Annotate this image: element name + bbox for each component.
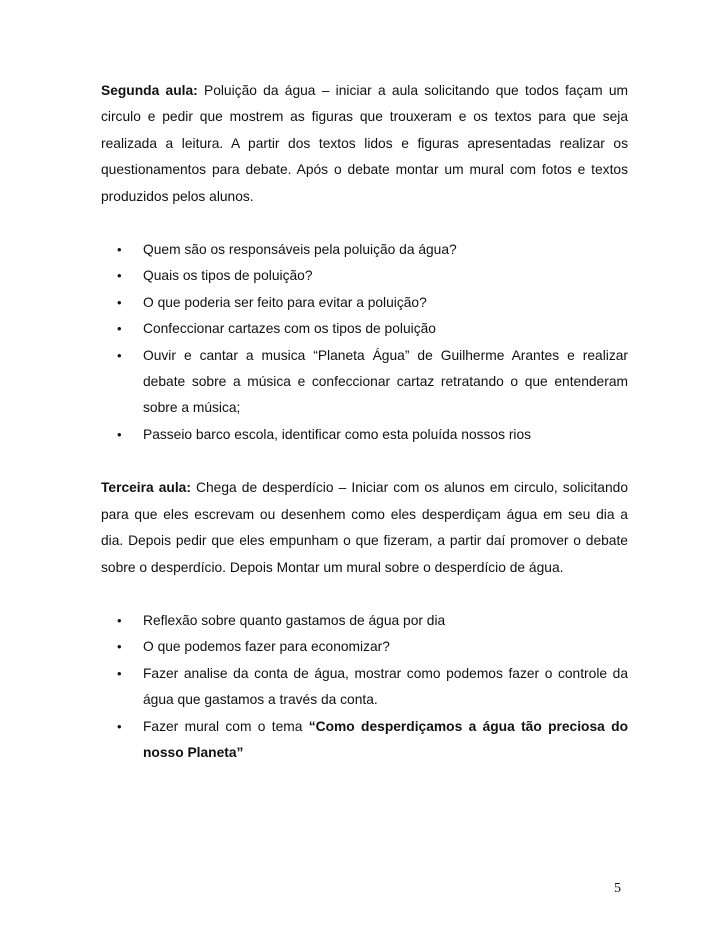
list-item [117,634,628,660]
list-item-text: Quem são os responsáveis pela poluição da água? [143,242,457,258]
bullet-icon: • [117,294,122,310]
list-item [117,661,628,714]
bullet-icon: • [117,665,122,681]
bullet-icon: • [117,242,122,258]
list-item [117,263,628,289]
bullet-icon: • [117,612,122,628]
list-item-text: O que podemos fazer para economizar? [143,639,390,655]
list-item [117,343,628,422]
list-item [117,237,628,263]
section-label: Terceira aula: [101,480,191,496]
list-item-text: Passeio barco escola, identificar como esta poluída nossos rios [143,426,532,442]
section-body: Chega de desperdício – Iniciar com os alunos em circulo, solicitando para que eles escrevam ou desenhem como eles desperdiçam água em seu dia a dia. Depois pedir que eles empunham o que fizeram, a partir daí promover o debate sobre o desperdício. Depois Montar um mural sobre o desperdício de água. [101,480,628,575]
list-item [117,290,628,316]
document-page [101,78,628,766]
list-item-emphasis: “Como desperdiçamos a água tão preciosa do nosso Planeta” [143,718,629,760]
list-item-text: Quais os tipos de poluição? [143,268,313,284]
section-label: Segunda aula: [101,83,198,98]
list-item [117,714,629,767]
section-body: Poluição da água – iniciar a aula solicitando que todos façam um circulo e pedir que mostrem as figuras que trouxeram e os textos para que seja realizada a leitura. A partir dos textos lidos e figuras apresentadas realizar os questionamentos para debate. Após o debate montar um mural com fotos e textos produzidos pelos alunos. [101,83,628,204]
list-item-text: Ouvir e cantar a musica “Planeta Água” de Guilherme Arantes e realizar debate sobre a música e confeccionar cartaz retratando o que entenderam sobre a música; [143,347,628,416]
bullet-icon: • [117,347,122,363]
section-terceira-aula [101,475,628,581]
list-item-text: O que poderia ser feito para evitar a poluição? [143,294,427,310]
list-item-text: Reflexão sobre quanto gastamos de água por dia [143,612,446,628]
list-item [117,608,628,634]
list-item-text: Confeccionar cartazes com os tipos de poluição [143,321,436,337]
list-item [117,422,628,448]
bullet-icon: • [117,426,122,442]
bullet-icon: • [117,268,122,284]
bullet-list-segunda-aula [101,237,628,448]
section-segunda-aula [101,78,628,210]
list-item [117,316,628,342]
bullet-icon: • [117,639,122,655]
bullet-icon: • [117,718,122,734]
bullet-icon: • [117,321,122,337]
bullet-list-terceira-aula [101,608,628,766]
page-number: 5 [614,881,621,896]
list-item-text: Fazer analise da conta de água, mostrar como podemos fazer o controle da água que gastamos a través da conta. [143,665,628,708]
list-item-text: Fazer mural com o tema [143,718,309,734]
